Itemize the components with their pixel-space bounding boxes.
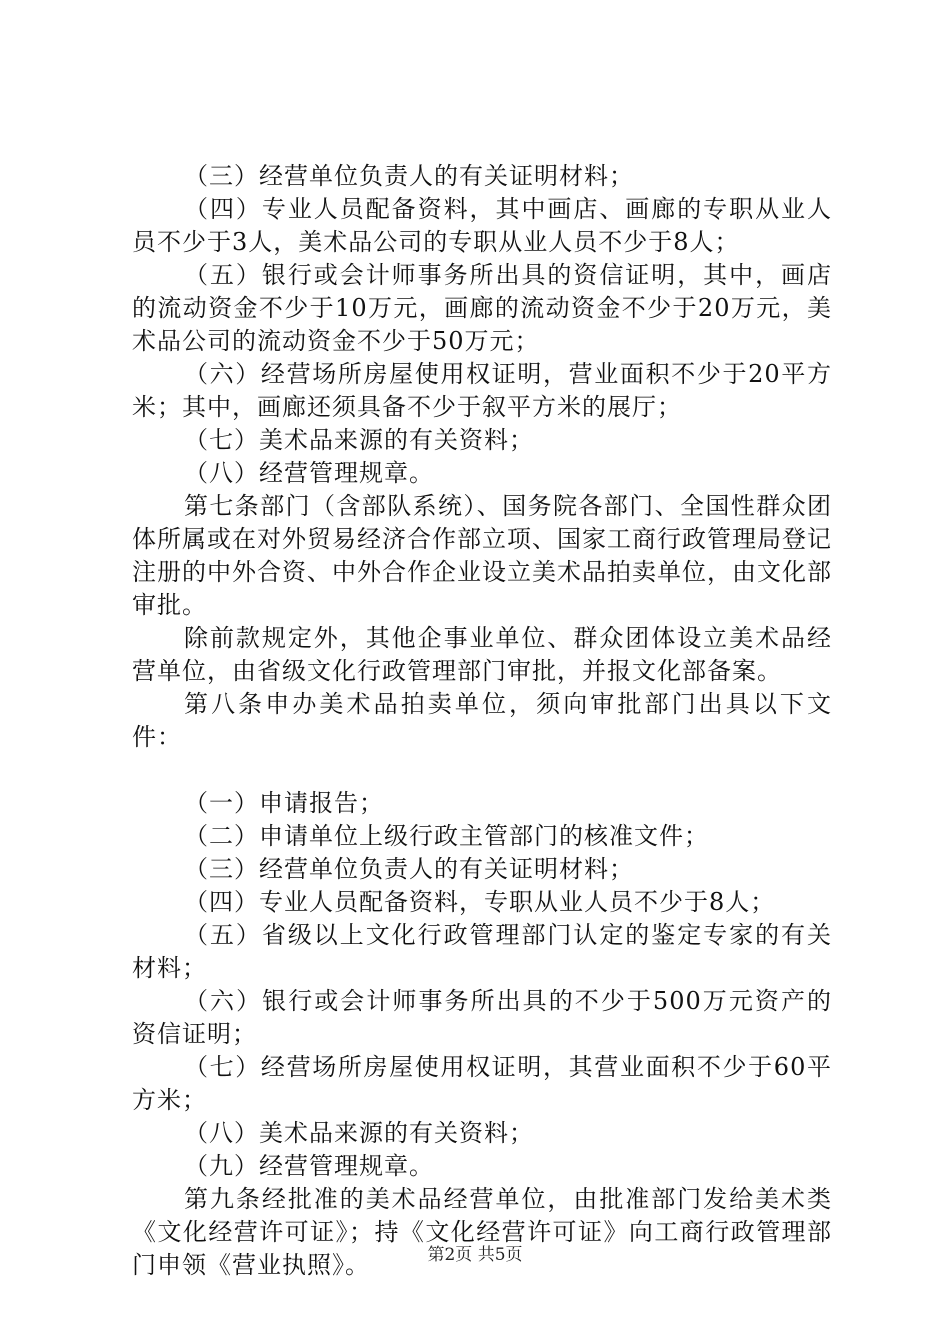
paragraph: （六）银行或会计师事务所出具的不少于500万元资产的资信证明；: [132, 987, 832, 1048]
paragraph: （七）经营场所房屋使用权证明，其营业面积不少于60平方米；: [132, 1053, 832, 1114]
page-number-footer: 第2页 共5页: [427, 1245, 523, 1265]
paragraph: （七）美术品来源的有关资料；: [184, 426, 534, 454]
paragraph: （八）经营管理规章。: [184, 459, 434, 487]
document-body: [132, 160, 832, 1282]
paragraph: （五）省级以上文化行政管理部门认定的鉴定专家的有关材料；: [132, 921, 832, 982]
paragraph: 第八条申办美术品拍卖单位，须向审批部门出具以下文件：: [132, 690, 832, 751]
paragraph: （八）美术品来源的有关资料；: [184, 1119, 534, 1147]
paragraph: 第七条部门（含部队系统）、国务院各部门、全国性群众团体所属或在对外贸易经济合作部立项、国家工商行政管理局登记注册的中外合资、中外合作企业设立美术品拍卖单位，由文化部审批。: [132, 492, 832, 619]
paragraph: （九）经营管理规章。: [184, 1152, 434, 1180]
paragraph: （四）专业人员配备资料，专职从业人员不少于8人；: [184, 888, 776, 916]
paragraph: （一）申请报告；: [184, 789, 384, 817]
paragraph: （三）经营单位负责人的有关证明材料；: [184, 855, 634, 883]
paragraph: （五）银行或会计师事务所出具的资信证明，其中，画店的流动资金不少于10万元，画廊的流动资金不少于20万元，美术品公司的流动资金不少于50万元；: [132, 261, 832, 355]
paragraph: （四）专业人员配备资料，其中画店、画廊的专职从业人员不少于3人，美术品公司的专职从业人员不少于8人；: [132, 195, 832, 256]
paragraph: 第九条经批准的美术品经营单位，由批准部门发给美术类《文化经营许可证》；持《文化经营许可证》向工商行政管理部门申领《营业执照》。: [132, 1185, 832, 1279]
paragraph-gap: [132, 754, 832, 787]
paragraph: 除前款规定外，其他企事业单位、群众团体设立美术品经营单位，由省级文化行政管理部门审批，并报文化部备案。: [132, 624, 832, 685]
paragraph: （六）经营场所房屋使用权证明，营业面积不少于20平方米；其中，画廊还须具备不少于叙平方米的展厅；: [132, 360, 832, 421]
paragraph: （二）申请单位上级行政主管部门的核准文件；: [184, 822, 709, 850]
paragraph: （三）经营单位负责人的有关证明材料；: [184, 162, 634, 190]
